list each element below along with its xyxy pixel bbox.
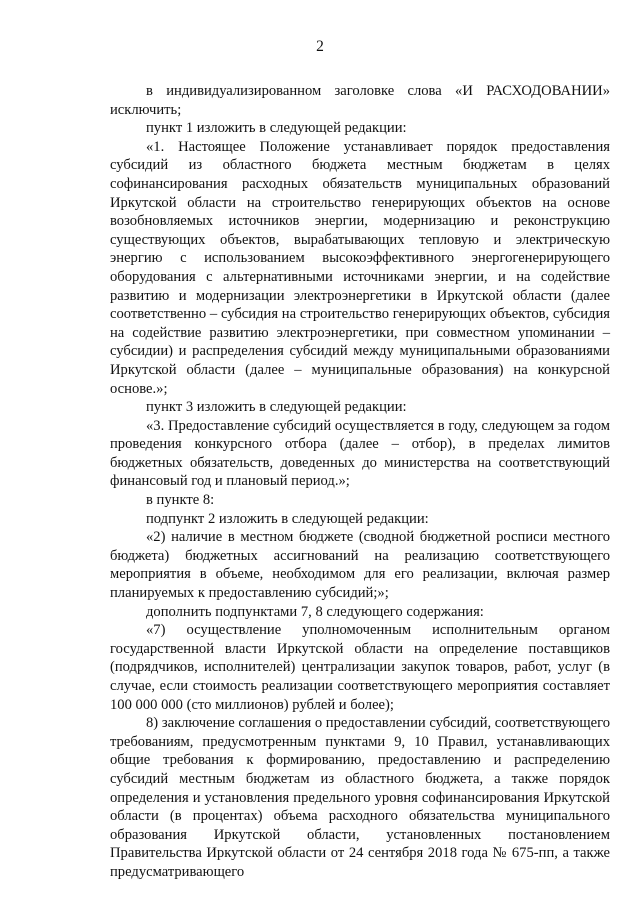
- paragraph: «1. Настоящее Положение устанавливает порядок предоставления субсидий из областного бюджета местным бюджетам в целях софинансирования расходных обязательств муниципальных образований Иркутской области на строительство генерирующих объектов на основе возобновляемых источников энергии, модернизацию и реконструкцию существующих объектов, вырабатывающих тепловую и электрическую энергию с использованием высокоэффективного энергогенерирующего оборудования с альтернативными источниками энергии, и на содействие развитию и модернизации электроэнергетики в Иркутской области (далее соответственно – субсидия на строительство генерирующих объектов, субсидия на содействие развитию электроэнергетики, при совместном упоминании – субсидии) и распределения субсидий между муниципальными образованиями Иркутской области (далее – муниципальные образования) на конкурсной основе.»;: [110, 138, 610, 397]
- paragraph: «2) наличие в местном бюджете (сводной бюджетной росписи местного бюджета) бюджетных ассигнований на реализацию соответствующего мероприятия в объеме, необходимом для его реализации, включая размер планируемых к предоставлению субсидий;»;: [110, 529, 610, 602]
- paragraph: пункт 1 изложить в следующей редакции:: [146, 120, 407, 137]
- paragraph: подпункт 2 изложить в следующей редакции:: [146, 510, 429, 527]
- document-body: [110, 82, 610, 882]
- page-number: 2: [316, 38, 324, 55]
- paragraph: пункт 3 изложить в следующей редакции:: [146, 399, 407, 416]
- paragraph: 8) заключение соглашения о предоставлении субсидий, соответствующего требованиям, предусмотренным пунктами 9, 10 Правил, устанавливающих общие требования к формированию, предоставлению и распределению субсидий местным бюджетам из областного бюджета, а также порядок определения и установления предельного уровня софинансирования Иркутской области (в процентах) объема расходного обязательства муниципального образования Иркутской области, установленных постановлением Правительства Иркутской области от 24 сентября 2018 года № 675-пп, а также предусматривающего: [110, 715, 610, 880]
- paragraph: в пункте 8:: [146, 492, 215, 509]
- paragraph: в индивидуализированном заголовке слова «И РАСХОДОВАНИИ» исключить;: [110, 83, 610, 118]
- paragraph: «3. Предоставление субсидий осуществляется в году, следующем за годом проведения конкурсного отбора (далее – отбор), в пределах лимитов бюджетных обязательств, доведенных до министерства на соответствующий финансовый год и плановый период.»;: [110, 417, 610, 490]
- paragraph: «7) осуществление уполномоченным исполнительным органом государственной власти Иркутской области на определение поставщиков (подрядчиков, исполнителей) централизации закупок товаров, работ, услуг (в случае, если стоимость реализации соответствующего мероприятия составляет 100 000 000 (сто миллионов) рублей и более);: [110, 622, 610, 713]
- paragraph: дополнить подпунктами 7, 8 следующего содержания:: [146, 603, 484, 620]
